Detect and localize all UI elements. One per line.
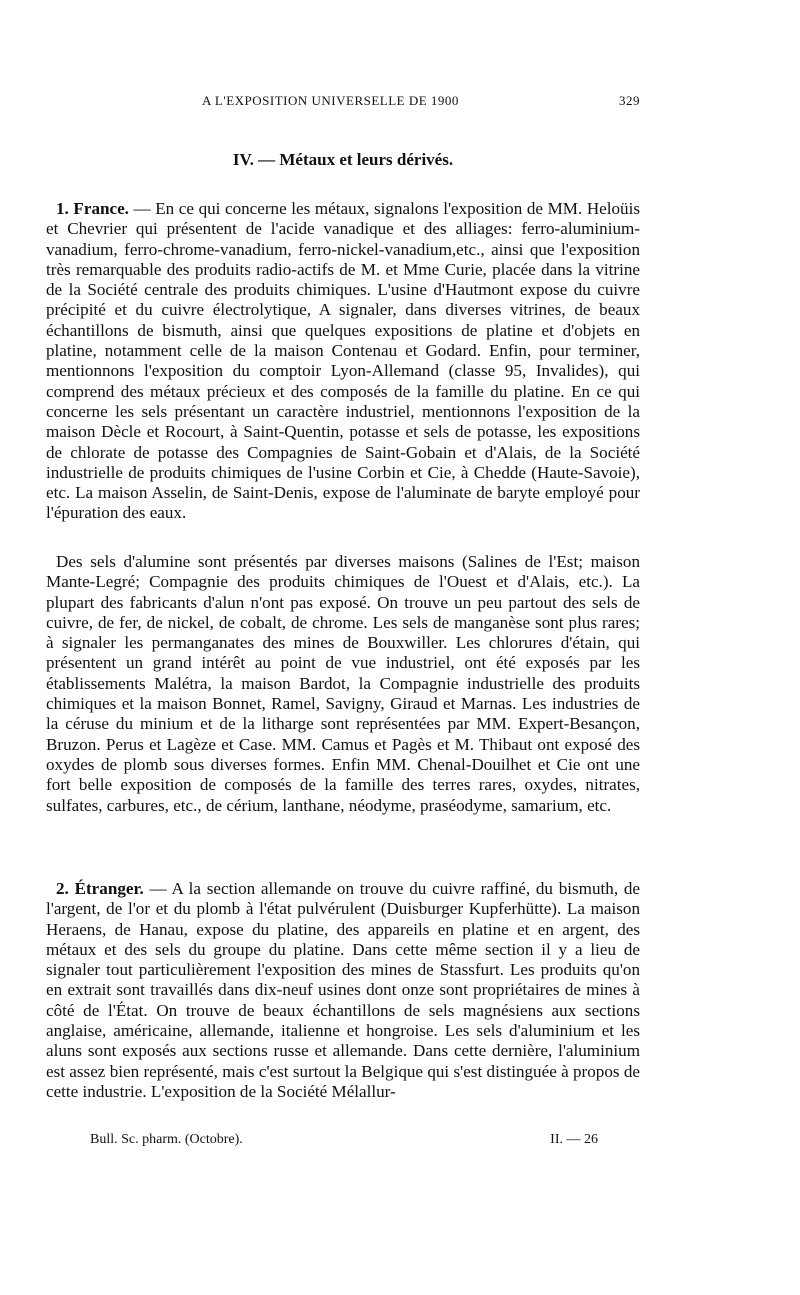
signature-mark: II. — 26 (550, 1132, 598, 1147)
running-title: A L'EXPOSITION UNIVERSELLE DE 1900 (202, 93, 459, 108)
page-number: 329 (619, 93, 640, 108)
page-footer (46, 1132, 640, 1152)
journal-reference: Bull. Sc. pharm. (Octobre). (90, 1132, 243, 1147)
france-text: — En ce qui concerne les métaux, signalons l'exposition de MM. Heloüis et Chevrier qui présentent de l'acide vanadique et des alliages: ferro-aluminium-vanadium, ferro-chrome-vanadium, ferro-nickel-vanadium,etc., ainsi que l'exposition très remarquable des produits radio-actifs de M. et Mme Curie, placée dans la vitrine de la Société centrale des produits chimiques. L'usine d'Hautmont expose du cuivre précipité et du cuivre électrolytique, A signaler, dans diverses vitrines, de beaux échantillons de bismuth, ainsi que quelques expositions de platine et d'objets en platine, notamment celle de la maison Contenau et Godard. Enfin, pour terminer, mentionnons l'exposition du comptoir Lyon-Allemand (classe 95, Invalides), qui comprend des métaux précieux et des composés de la famille du platine. En ce qui concerne les sels présentant un caractère industriel, mentionnons l'exposition de la maison Dècle et Rocourt, à Saint-Quentin, potasse et sels de potasse, les expositions de chlorate de potasse des Compagnies de Saint-Gobain et d'Alais, de la Société industrielle de produits chimiques de l'usine Corbin et Cie, à Chedde (Haute-Savoie), etc. La maison Asselin, de Saint-Denis, expose de l'aluminate de baryte employé pour l'épuration des eaux. (46, 199, 641, 523)
paragraph-alumine (46, 552, 640, 816)
etranger-lead: 2. Étranger. (56, 879, 144, 898)
paragraph-france (46, 199, 640, 524)
etranger-text: — A la section allemande on trouve du cuivre raffiné, du bismuth, de l'argent, de l'or et du plomb à l'état pulvérulent (Duisburger Kupferhütte). La maison Heraens, de Hanau, expose du platine, des appareils en platine et en argent, des métaux et des sels du groupe du platine. Dans cette même section il y a lieu de signaler tout particulièrement l'exposition des mines de Stassfurt. Les produits qu'on en extrait sont travaillés dans dix-neuf usines dont onze sont propriétaires de mines à côté de l'État. On trouve de beaux échantillons de sels magnésiens aux sections anglaise, américaine, allemande, italienne et hongroise. Les sels d'aluminium et les aluns sont exposés aux sections russe et allemande. Dans cette dernière, l'aluminium est assez bien représenté, mais c'est surtout la Belgique qui s'est distinguée à propos de cette industrie. L'exposition de la Société Mélallur- (46, 879, 640, 1101)
section-heading: IV. — Métaux et leurs dérivés. (232, 150, 454, 169)
paragraph-etranger (46, 879, 640, 1102)
running-header (46, 93, 640, 113)
france-lead: 1. France. (56, 199, 129, 218)
alumine-text: Des sels d'alumine sont présentés par diverses maisons (Salines de l'Est; maison Mante-Legré; Compagnie des produits chimiques de l'Ouest et d'Alais, etc.). La plupart des fabricants d'alun n'ont pas exposé. On trouve un peu partout des sels de cuivre, de fer, de nickel, de cobalt, de chrome. Les sels de manganèse sont plus rares; à signaler les permanganates des mines de Bouxwiller. Les chlorures d'étain, qui présentent un grand intérêt au point de vue industriel, ont été exposés par les établissements Malétra, la maison Bardot, la Compagnie industrielle des produits chimiques et la maison Bonnet, Ramel, Savigny, Giraud et Marnas. Les industries de la céruse du minium et de la litharge sont représentées par MM. Expert-Besançon, Bruzon. Perus et Lagèze et Case. MM. Camus et Pagès et M. Thibaut ont exposé des oxydes de plomb sous diverses formes. Enfin MM. Chenal-Douilhet et Cie ont une fort belle exposition de composés de la famille des terres rares, oxydes, nitrates, sulfates, carbures, etc., de cérium, lanthane, néodyme, praséodyme, samarium, etc. (46, 552, 640, 815)
